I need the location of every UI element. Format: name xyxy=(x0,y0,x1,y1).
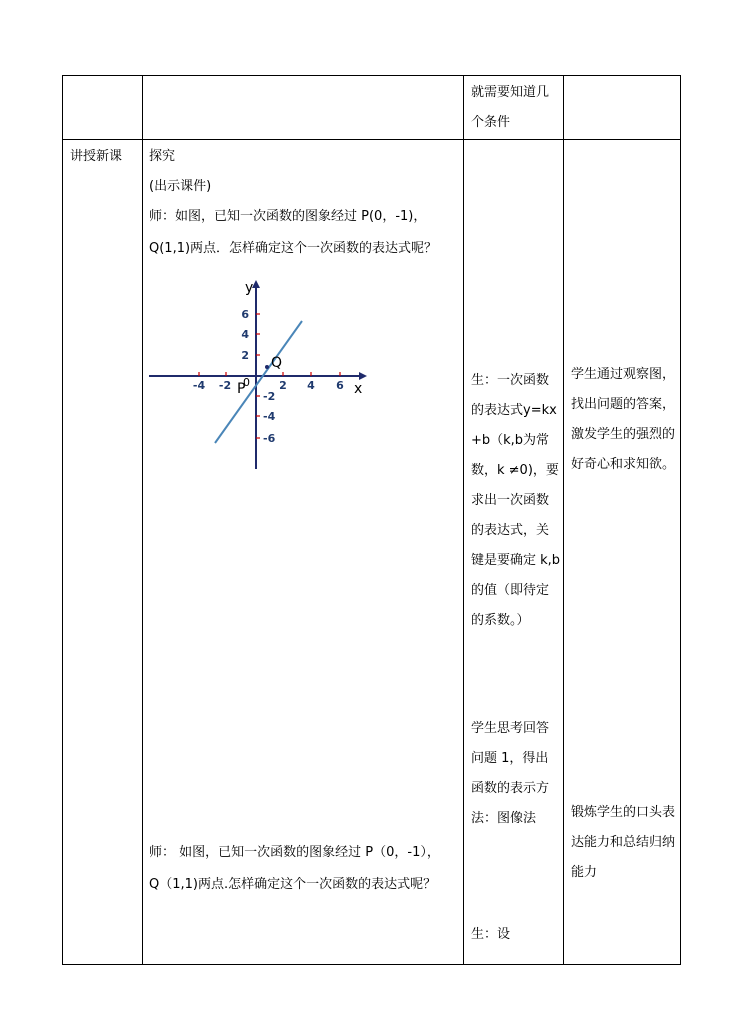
explore-heading: 探究 xyxy=(149,149,176,164)
y-tick-label: 4 xyxy=(241,328,249,341)
point-q-marker xyxy=(265,365,269,369)
design-intent-1: 学生通过观察图，找出问题的答案，激发学生的强烈的好奇心和求知欲。 xyxy=(571,367,676,472)
lesson-table xyxy=(62,75,681,965)
teacher-question-repeat-line2: Q（1,1)两点.怎样确定这个一次函数的表达式呢？ xyxy=(149,877,437,892)
x-tick-label: -4 xyxy=(192,379,206,392)
section-label: 讲授新课 xyxy=(70,149,123,164)
x-tick-label: 4 xyxy=(307,379,315,392)
y-axis-label: y xyxy=(245,280,254,296)
col-divider-1 xyxy=(142,76,143,964)
x-tick-label: 6 xyxy=(336,379,344,392)
design-intent-2: 锻炼学生的口头表达能力和总结归纳能力 xyxy=(571,805,676,880)
x-axis-arrow xyxy=(359,372,367,380)
teacher-question-line1: 师：如图，已知一次函数的图象经过 P(0，-1)， xyxy=(149,209,427,224)
col-divider-3 xyxy=(563,76,564,964)
origin-label: 0 xyxy=(243,376,250,389)
courseware-note: (出示课件) xyxy=(149,179,212,194)
student-setup: 生：设 xyxy=(471,927,511,942)
y-tick-label: -6 xyxy=(263,432,276,445)
row1-col3-text: 就需要知道几个条件 xyxy=(471,85,550,130)
y-tick-label: -2 xyxy=(263,390,276,403)
y-tick-label: 2 xyxy=(241,349,249,362)
teacher-question-line2: Q(1,1)两点．怎样确定这个一次函数的表达式呢？ xyxy=(149,241,438,256)
teacher-question-repeat-line1: 师： 如图，已知一次函数的图象经过 P（0，-1）， xyxy=(149,845,440,860)
x-tick-label: 2 xyxy=(279,379,287,392)
y-tick-label: -4 xyxy=(263,410,276,423)
row-divider xyxy=(63,139,680,140)
y-tick-label: 6 xyxy=(241,308,249,321)
point-q-label: Q xyxy=(271,355,283,371)
x-tick-label: -2 xyxy=(218,379,232,392)
student-thinking: 学生思考回答问题 1，得出函数的表示方法：图像法 xyxy=(471,721,550,826)
x-axis-label: x xyxy=(354,381,363,397)
coordinate-graph xyxy=(149,276,379,476)
point-p-label: P xyxy=(237,381,246,397)
student-answer: 生：一次函数的表达式y=kx+b（k,b为常数，k ≠0)，要求出一次函数的表达式，关键是要确定 k,b 的值（即待定的系数。） xyxy=(471,373,561,628)
col-divider-2 xyxy=(463,76,464,964)
